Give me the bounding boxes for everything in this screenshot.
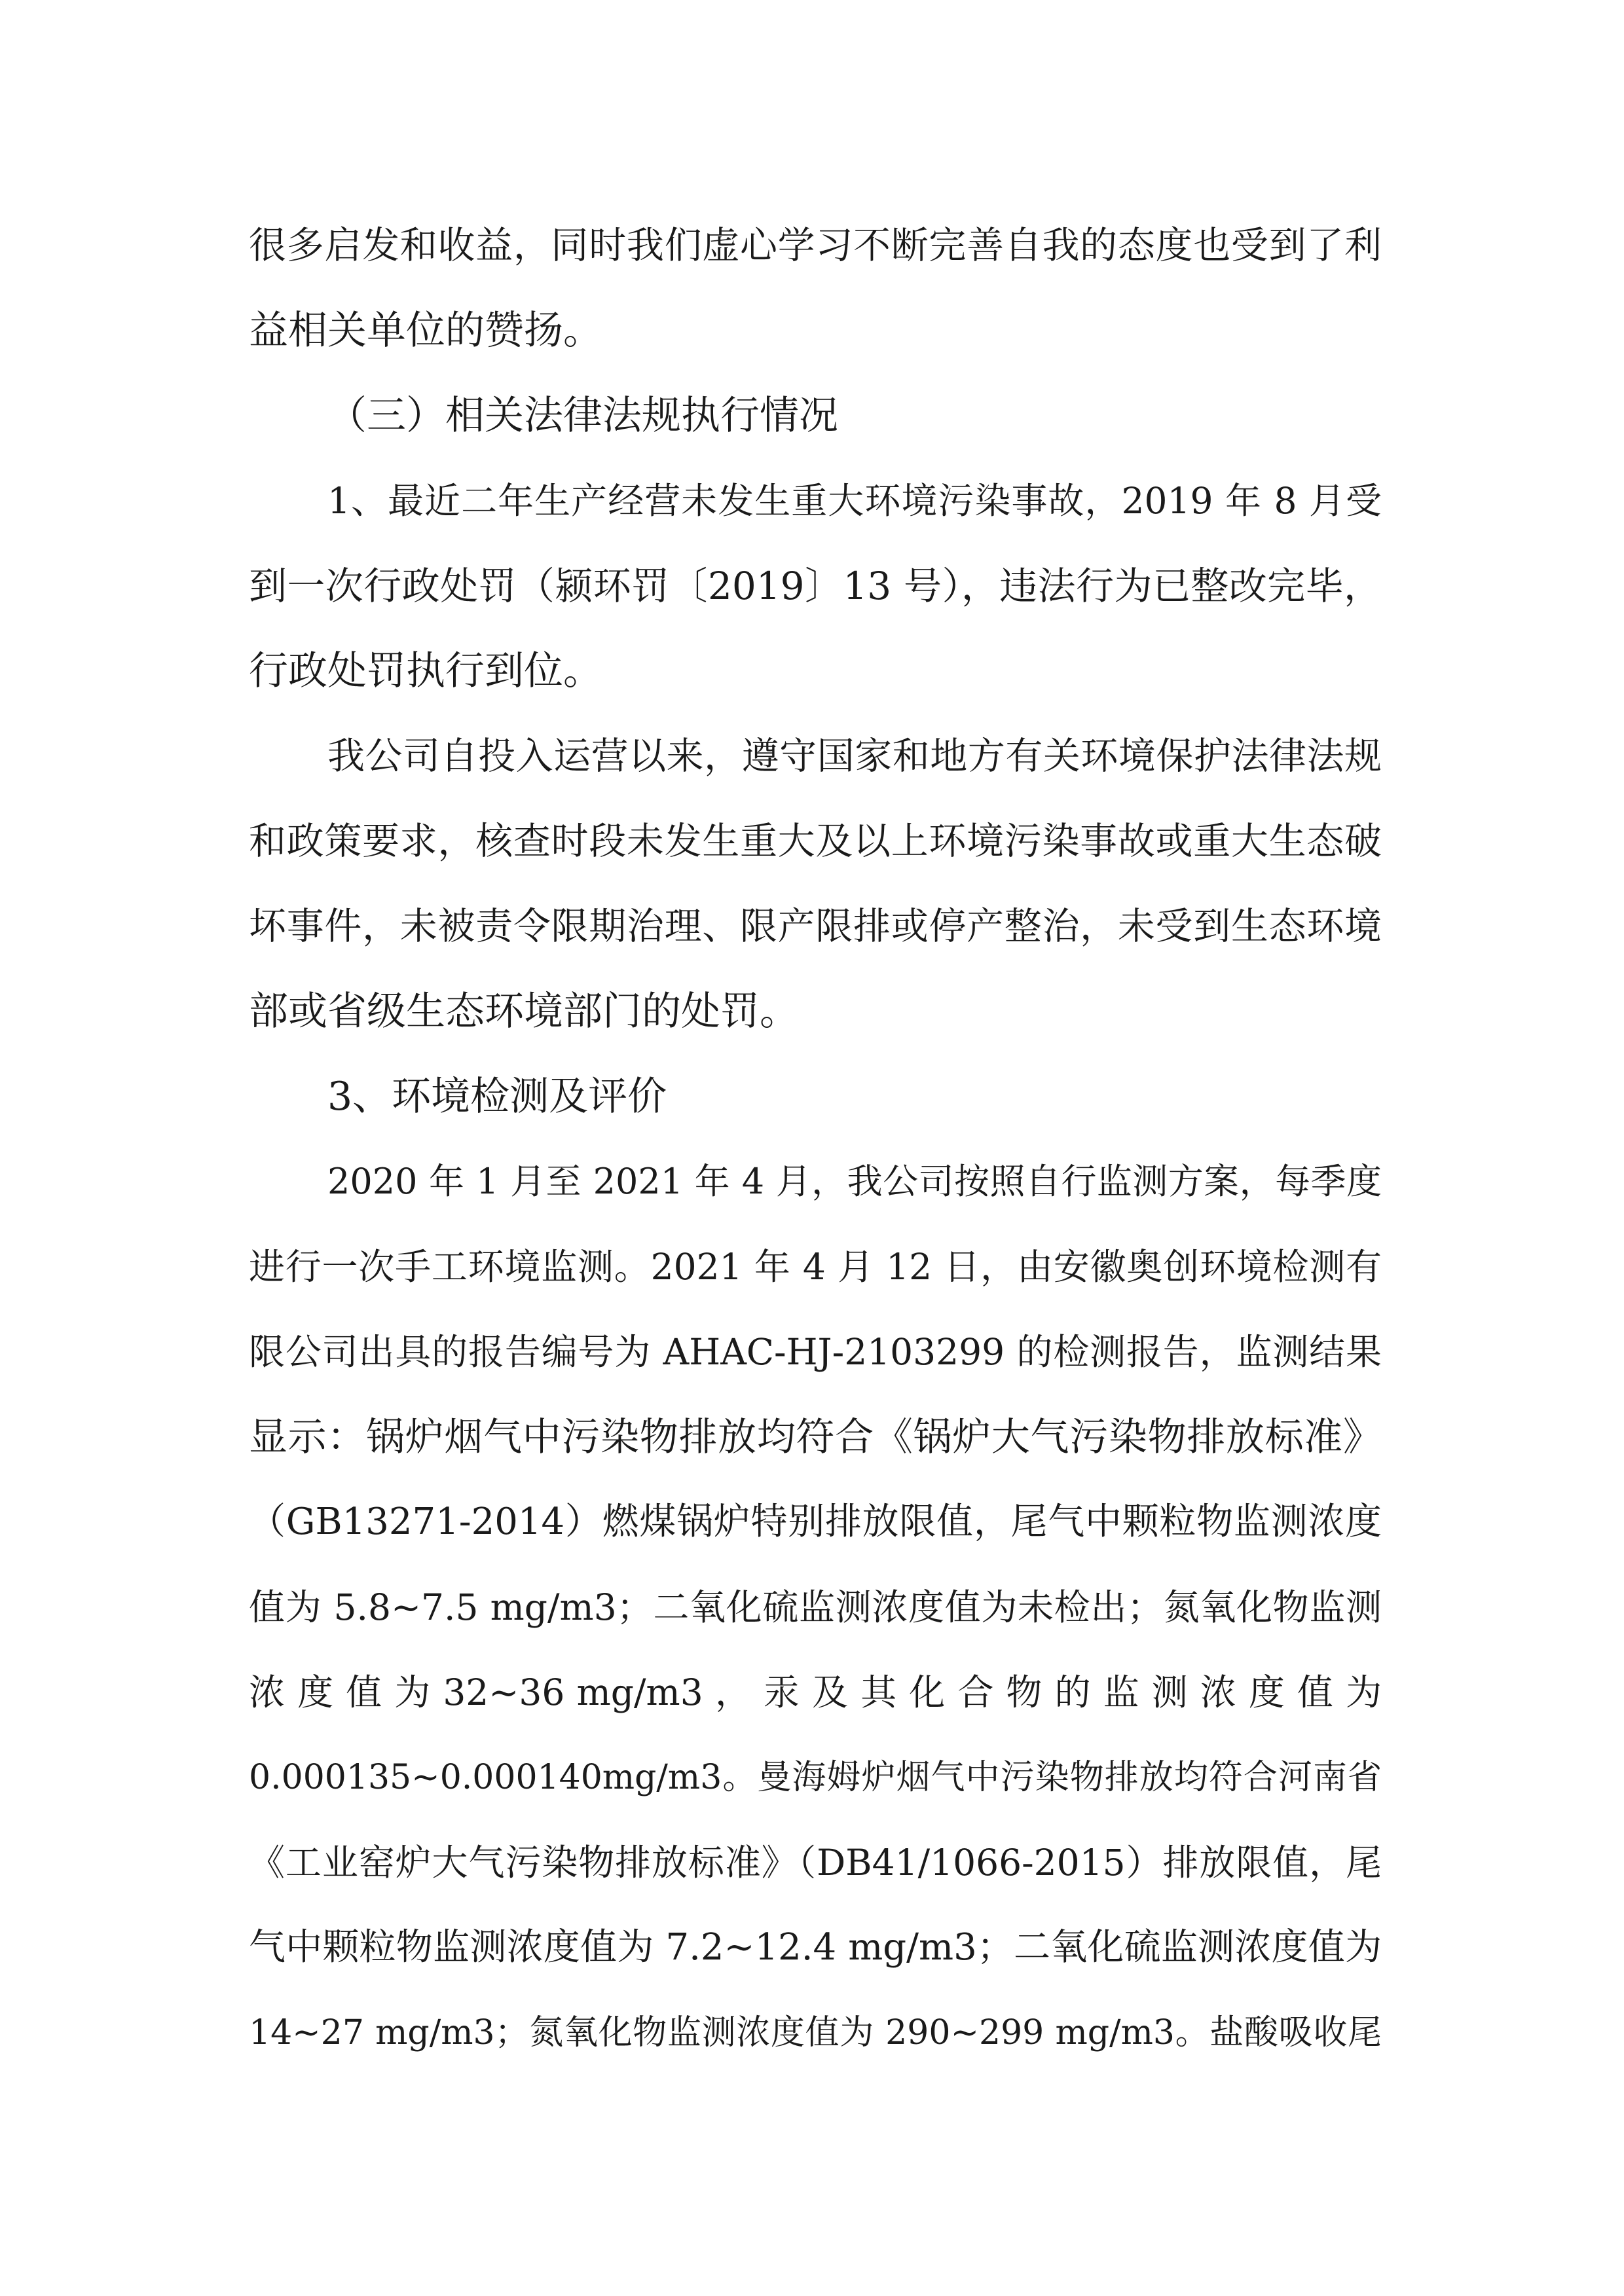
text-line: 值为 5.8~7.5 mg/m3；二氧化硫监测浓度值为未检出；氮氧化物监测 (249, 1586, 1382, 1628)
text-line: 到一次行政处罚（颍环罚〔2019〕13 号），违法行为已整改完毕， (249, 564, 1382, 608)
text-line: 部或省级生态环境部门的处罚。 (249, 989, 799, 1034)
text-line: 益相关单位的赞扬。 (249, 308, 602, 354)
text-line: 气中颗粒物监测浓度值为 7.2~12.4 mg/m3；二氧化硫监测浓度值为 (249, 1926, 1382, 1969)
text-line: 浓 度 值 为 32~36 mg/m3 ， 汞 及 其 化 合 物 的 监 测 浓 度 值 为 (249, 1671, 1382, 1713)
document-body (249, 203, 1382, 2075)
section-heading: 3、环境检测及评价 (327, 1074, 667, 1120)
text-line: 限公司出具的报告编号为 AHAC-HJ-2103299 的检测报告，监测结果 (249, 1331, 1382, 1373)
text-line: 显示：锅炉烟气中污染物排放均符合《锅炉大气污染物排放标准》 (249, 1414, 1382, 1459)
text-line: 进行一次手工环境监测。2021 年 4 月 12 日，由安徽奥创环境检测有 (249, 1246, 1382, 1288)
text-line: 行政处罚执行到位。 (249, 648, 602, 694)
text-line: 和政策要求，核查时段未发生重大及以上环境污染事故或重大生态破 (249, 820, 1382, 863)
text-line: 我公司自投入运营以来，遵守国家和地方有关环境保护法律法规 (327, 735, 1382, 778)
text-line: 1、最近二年生产经营未发生重大环境污染事故，2019 年 8 月受 (327, 480, 1382, 522)
text-line: 坏事件，未被责令限期治理、限产限排或停产整治，未受到生态环境 (249, 905, 1382, 948)
text-line: 《工业窑炉大气污染物排放标准》（DB41/1066-2015）排放限值，尾 (249, 1842, 1382, 1884)
text-line: （GB13271-2014）燃煤锅炉特别排放限值，尾气中颗粒物监测浓度 (249, 1501, 1382, 1543)
text-line: 0.000135~0.000140mg/m3。曼海姆炉烟气中污染物排放均符合河南省 (249, 1758, 1382, 1797)
text-line: 很多启发和收益，同时我们虚心学习不断完善自我的态度也受到了利 (249, 224, 1382, 267)
text-line: 2020 年 1 月至 2021 年 4 月，我公司按照自行监测方案，每季度 (327, 1161, 1382, 1202)
section-heading: （三）相关法律法规执行情况 (327, 393, 838, 439)
text-line: 14~27 mg/m3；氮氧化物监测浓度值为 290~299 mg/m3。盐酸吸收尾 (249, 2013, 1382, 2052)
